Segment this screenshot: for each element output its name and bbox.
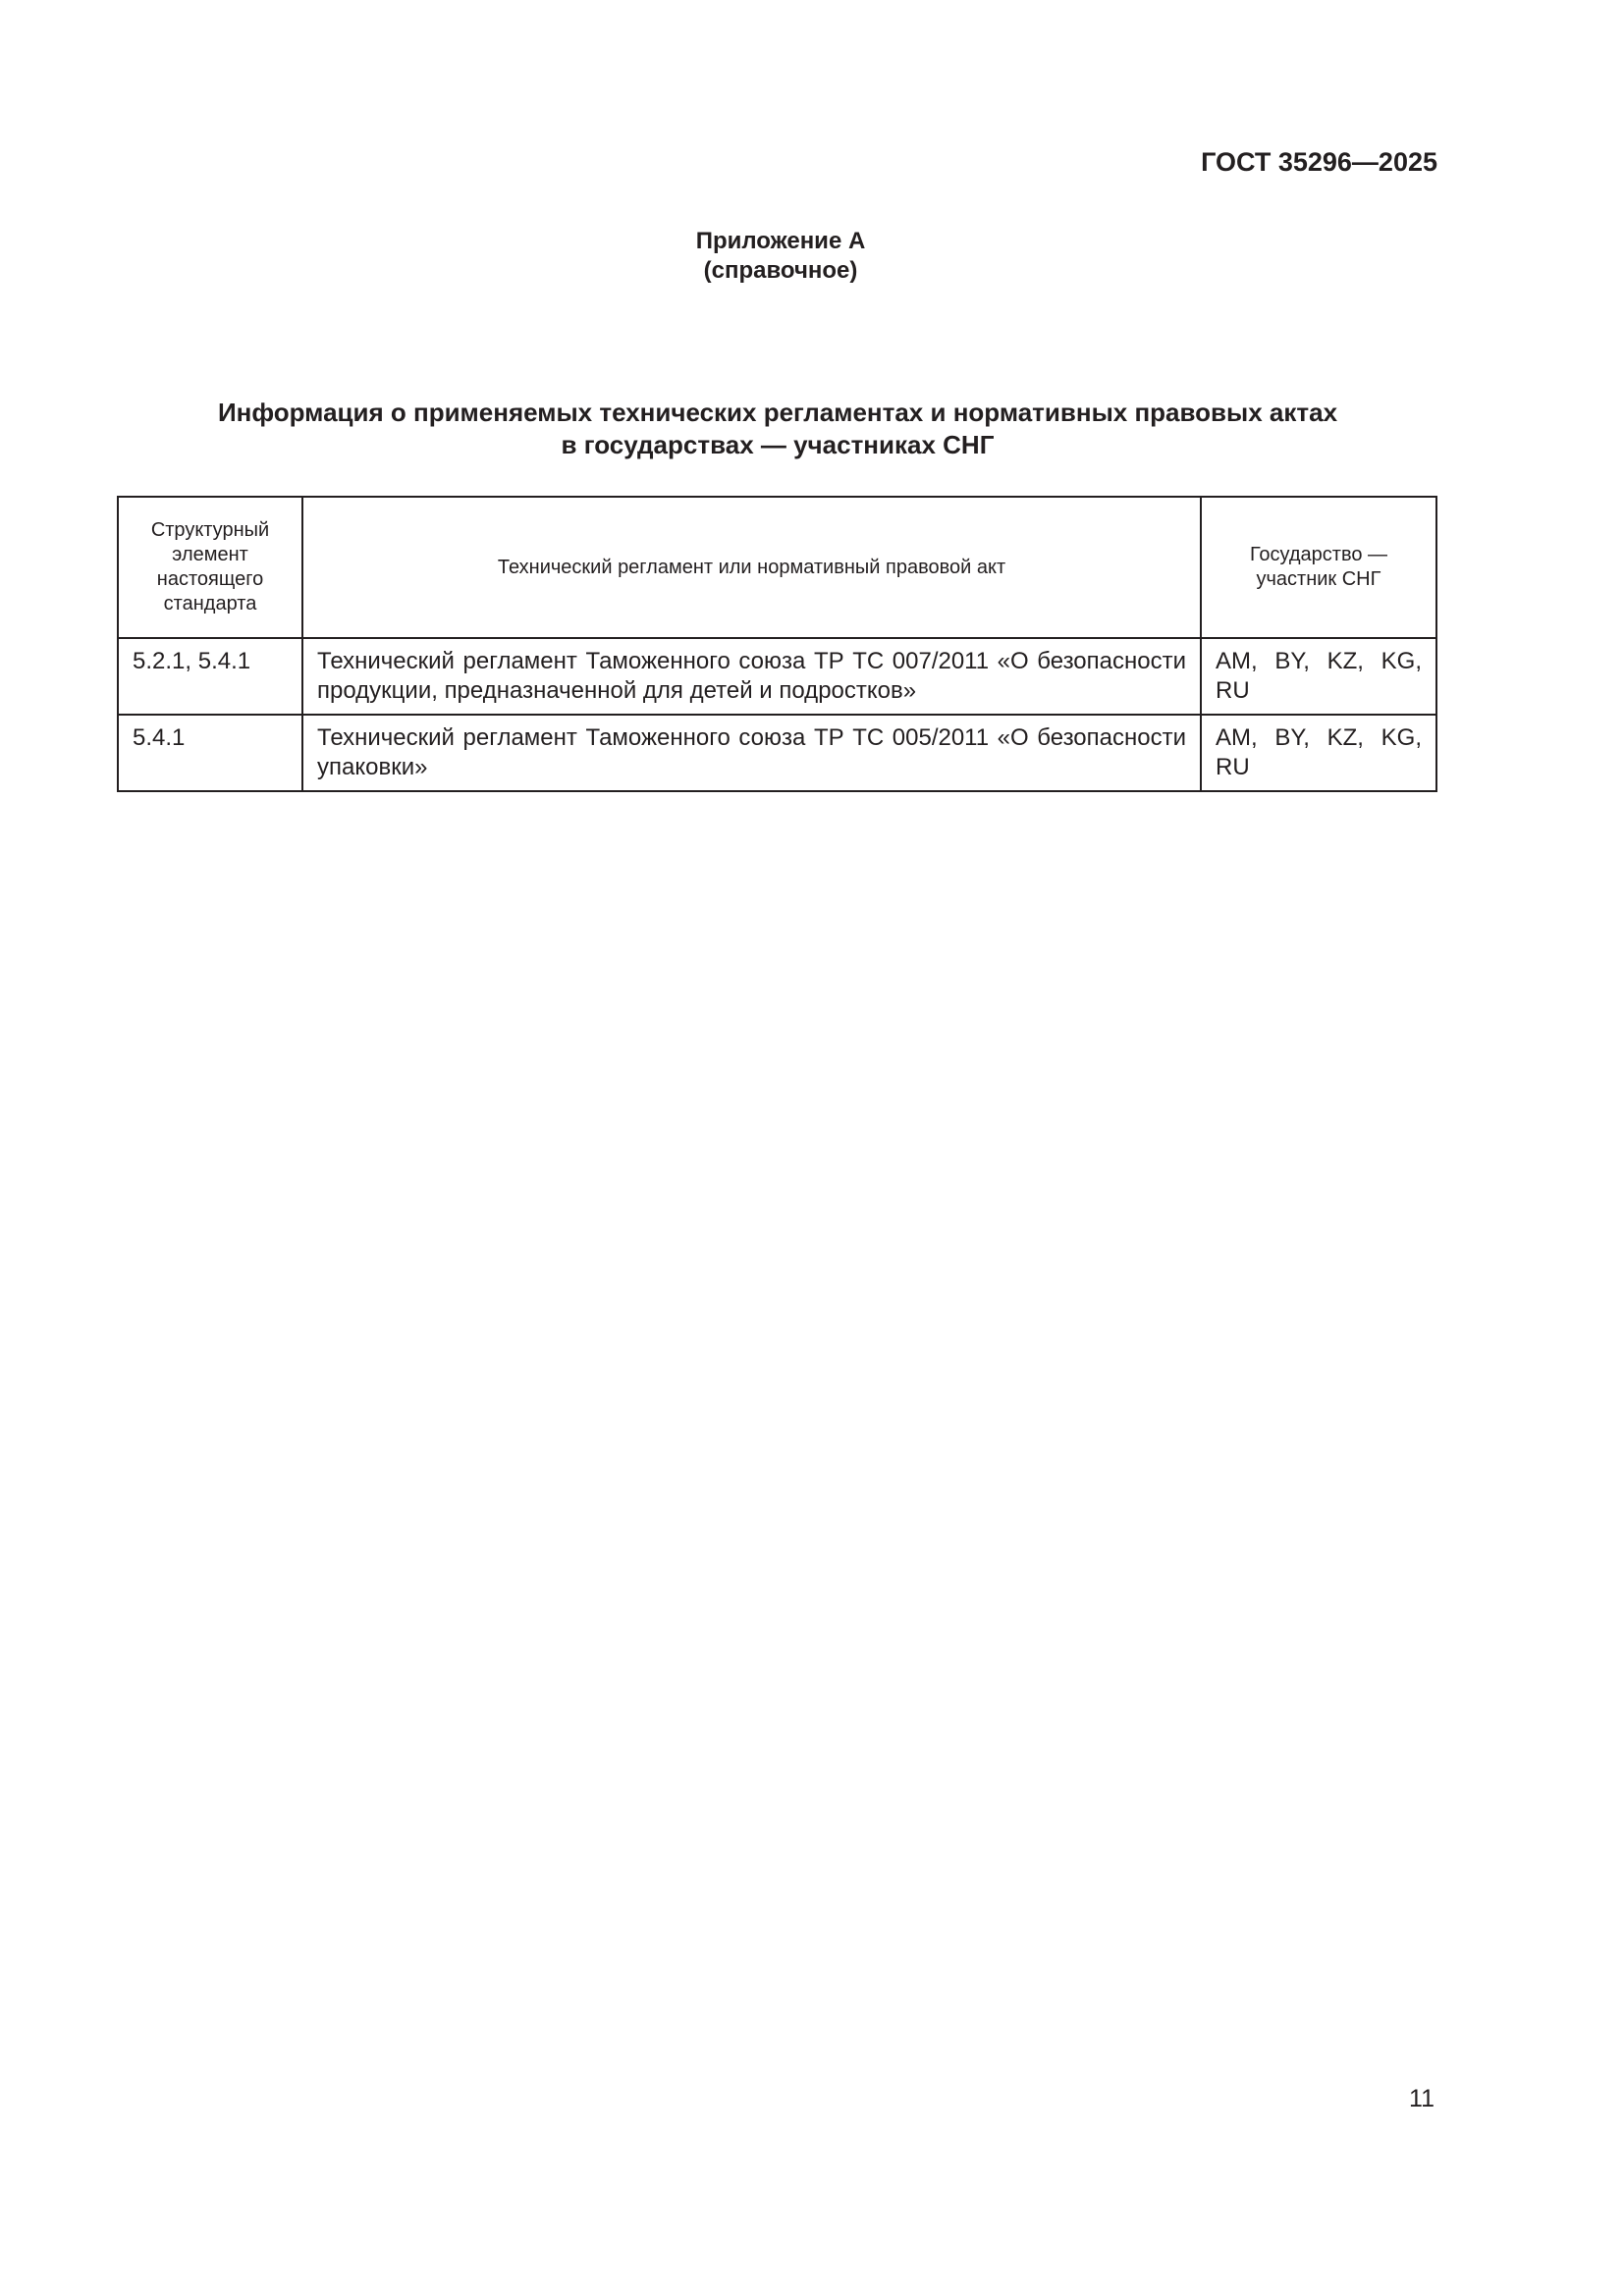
cell-states: AM, BY, KZ, KG, RU [1201, 638, 1436, 715]
page-number: 11 [1409, 2085, 1435, 2112]
table-row [118, 638, 1436, 715]
cell-element: 5.4.1 [118, 715, 302, 791]
header-structural-element: Структурный элемент настоящего стандарта [118, 497, 302, 638]
table-header-row [118, 497, 1436, 638]
header-regulation: Технический регламент или нормативный правовой акт [302, 497, 1201, 638]
regulations-table [117, 496, 1437, 792]
cell-act: Технический регламент Таможенного союза ТР ТС 007/2011 «О безопасности продукции, предназначенной для детей и подростков» [302, 638, 1201, 715]
cell-states: AM, BY, KZ, KG, RU [1201, 715, 1436, 791]
appendix-heading [0, 227, 1561, 286]
table-row [118, 715, 1436, 791]
cell-act: Технический регламент Таможенного союза ТР ТС 005/2011 «О безопасности упаковки» [302, 715, 1201, 791]
cell-element: 5.2.1, 5.4.1 [118, 638, 302, 715]
header-state: Государство — участник СНГ [1201, 497, 1436, 638]
appendix-label: Приложение А [695, 228, 866, 254]
document-id: ГОСТ 35296—2025 [1201, 147, 1437, 177]
section-title-line-2: в государствах — участниках СНГ [561, 430, 995, 459]
appendix-type: (справочное) [703, 257, 858, 284]
section-title [118, 397, 1437, 461]
section-title-line-1: Информация о применяемых технических регламентах и нормативных правовых актах [217, 398, 1338, 427]
